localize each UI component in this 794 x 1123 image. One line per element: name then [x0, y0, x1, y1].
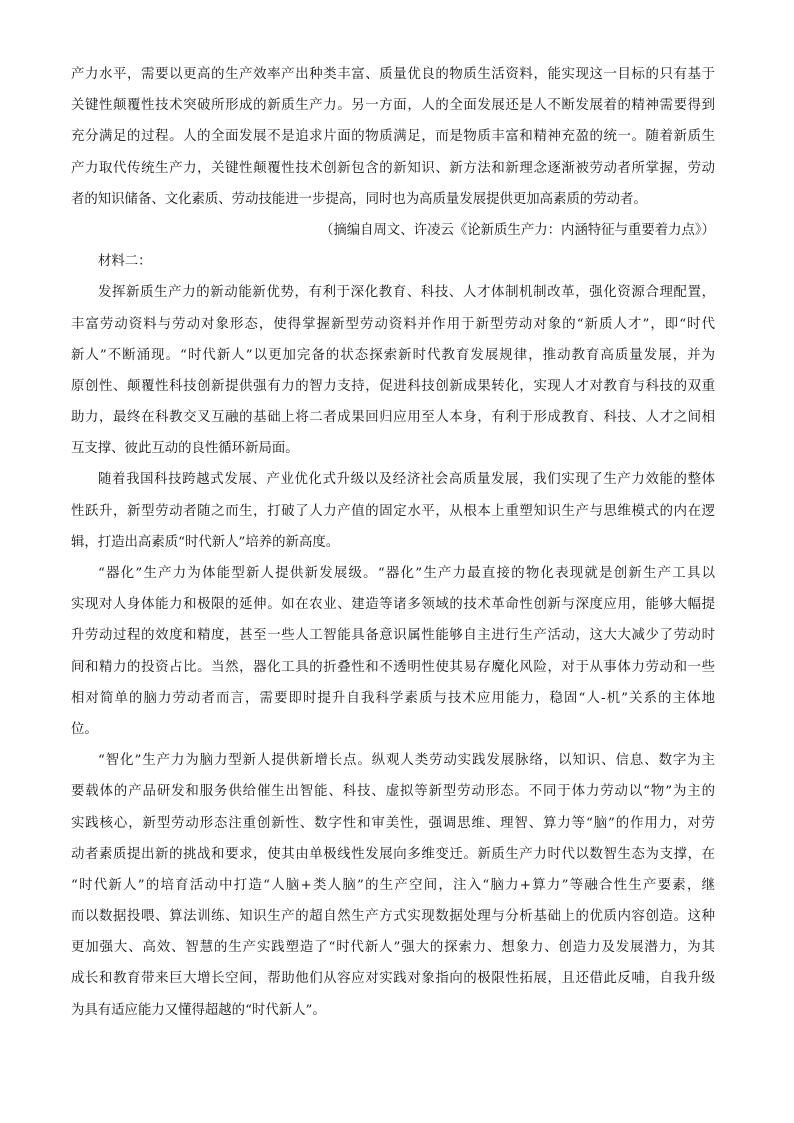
text-line: 更加强大、高效、智慧的生产实践塑造了“时代新人”强大的探索力、想象力、创造力及发展潜力，为其 — [71, 940, 715, 956]
text-line: 丰富劳动资料与劳动对象形态，使得掌握新型劳动资料并作用于新型劳动对象的“新质人才”，即“时代 — [71, 316, 715, 332]
text-line: “智化”生产力为脑力型新人提供新增长点。纵观人类劳动实践发展脉络，以知识、信息、数字为主 — [98, 753, 715, 769]
text-line: 为具有适应能力又懂得超越的“时代新人”。 — [71, 1002, 326, 1018]
text-line: 间和精力的投资占比。当然，器化工具的折叠性和不透明性使其易存魔化风险，对于从事体力劳动和一些 — [71, 659, 715, 675]
text-line: 产力水平，需要以更高的生产效率产出种类丰富、质量优良的物质生活资料，能实现这一目标的只有基于 — [71, 67, 715, 82]
text-line: 实现对人身体能力和极限的延伸。如在农业、建造等诸多领域的技术革命性创新与深度应用，能够大幅提 — [71, 597, 715, 613]
text-line: 要载体的产品研发和服务供给催生出智能、科技、虚拟等新型劳动形态。不同于体力劳动以“物”为主的 — [71, 784, 715, 800]
text-line: 实践核心，新型劳动形态注重创新性、数字性和审美性，强调思维、理智、算力等“脑”的作用力，对劳 — [71, 815, 715, 831]
text-line: “器化”生产力为体能型新人提供新发展级。“器化”生产力最直接的物化表现就是创新生产工具以 — [98, 566, 715, 581]
text-line: 动者素质提出新的挑战和要求，使其由单极线性发展向多维变迁。新质生产力时代以数智生态为支撑，在 — [71, 846, 715, 862]
text-line: 发挥新质生产力的新动能新优势，有利于深化教育、科技、人才体制机制改革，强化资源合理配置， — [98, 285, 715, 301]
source-citation: （摘编自周文、许凌云《论新质生产力：内涵特征与重要着力点》） — [319, 222, 715, 238]
text-line: 原创性、颠覆性科技创新提供强有力的智力支持，促进科技创新成果转化，实现人才对教育与科技的双重 — [71, 378, 715, 394]
section-heading: 材料二： — [98, 254, 152, 270]
text-line: 成长和教育带来巨大增长空间，帮助他们从容应对实践对象指向的极限性拓展，且还借此反哺，自我升级 — [71, 971, 715, 987]
text-line: 辑，打造出高素质“时代新人”培养的新高度。 — [71, 534, 340, 550]
text-line: 助力，最终在科教交叉互融的基础上将二者成果回归应用至人本身，有利于形成教育、科技、人才之间相 — [71, 410, 715, 426]
text-line: 随着我国科技跨越式发展、产业优化式升级以及经济社会高质量发展，我们实现了生产力效能的整体 — [98, 472, 715, 488]
text-line: 升劳动过程的效度和精度，甚至一些人工智能具备意识属性能够自主进行生产活动，这大大减少了劳动时 — [71, 628, 715, 644]
text-line: 关键性颠覆性技术突破所形成的新质生产力。另一方面，人的全面发展还是人不断发展着的精神需要得到 — [71, 98, 715, 114]
text-line: 而以数据投喂、算法训练、知识生产的超自然生产方式实现数据处理与分析基础上的优质内容创造。这种 — [71, 909, 715, 925]
text-line: 产力取代传统生产力，关键性颠覆性技术创新包含的新知识、新方法和新理念逐渐被劳动者所掌握，劳动 — [71, 160, 715, 176]
text-line: 充分满足的过程。人的全面发展不是追求片面的物质满足，而是物质丰富和精神充盈的统一。随着新质生 — [71, 129, 715, 145]
document-page — [71, 59, 715, 1026]
text-line: 者的知识储备、文化素质、劳动技能进一步提高，同时也为高质量发展提供更加高素质的劳动者。 — [71, 191, 647, 207]
text-line: 新人”不断涌现。“时代新人”以更加完备的状态探索新时代教育发展规律，推动教育高质量发展，并为 — [71, 347, 715, 363]
text-line: 性跃升，新型劳动者随之而生，打破了人力产值的固定水平，从根本上重塑知识生产与思维模式的内在逻 — [71, 503, 715, 519]
text-line: 位。 — [71, 721, 98, 737]
text-line: “时代新人”的培育活动中打造“人脑+类人脑”的生产空间，注入“脑力+算力”等融合性生产要素，继 — [71, 877, 715, 893]
text-line: 相对简单的脑力劳动者而言，需要即时提升自我科学素质与技术应用能力，稳固“人-机”关系的主体地 — [71, 690, 715, 706]
text-line: 互支撑、彼此互动的良性循环新局面。 — [71, 441, 299, 457]
